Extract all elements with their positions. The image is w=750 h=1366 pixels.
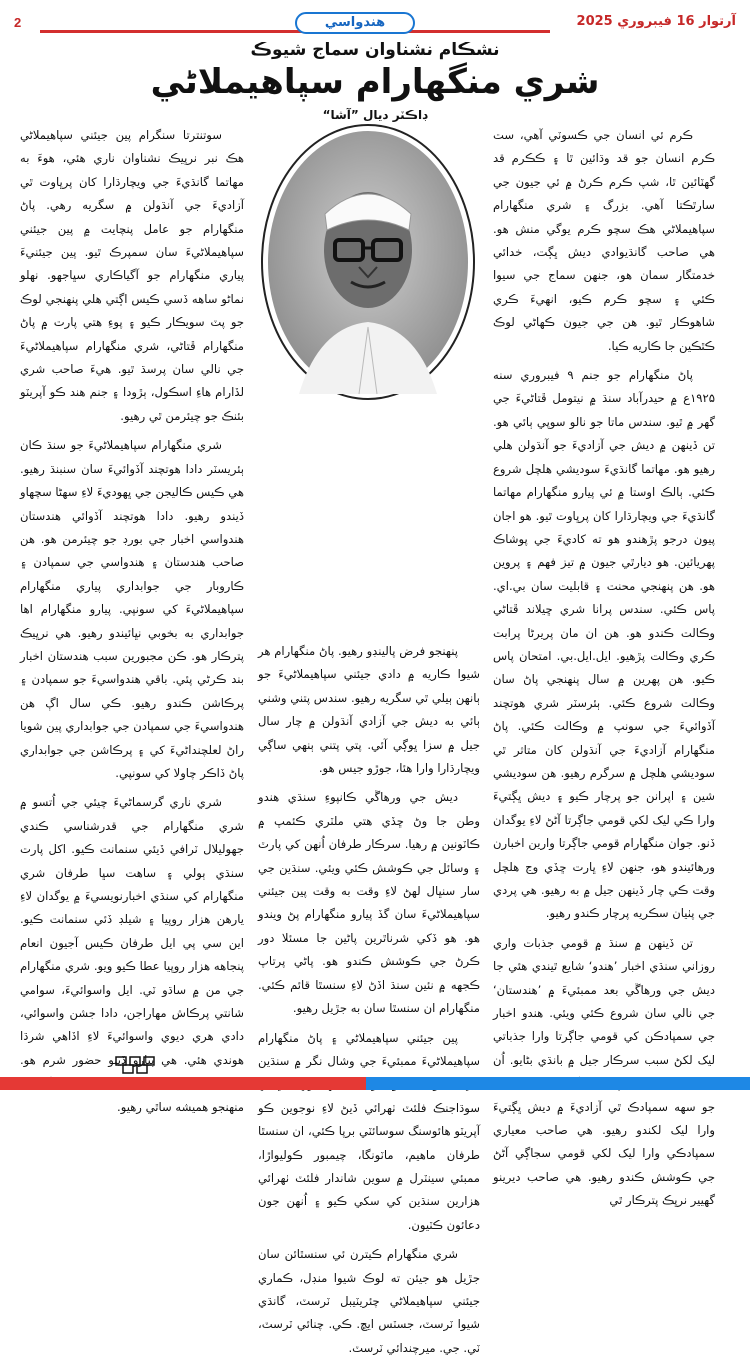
footer-bar (0, 1077, 750, 1090)
paragraph: پاڻ منگهارام جو جنم ۹ فيبروري سنه ۱۹۲۵ع ۾ حيدرآباد سنڌ ۾ نيتومل ڦتاڻيءَ جي گهر ۾ ٿيو. سندس ماتا جو نالو سوپي ٻائي هو. تن ڏينهن ۾ ديش جي آزاديءَ جو آنڌولن هلي رهيو هو. مهاتما گانڌيءَ سوديشي هلچل شروع ڪئي. ٻالڪ اوستا ۾ ئي پيارو منگهارام مهاتما گانڌيءَ جي ويچارڌارا کان پرڀاوت ٿيو. هو اجان پيون درجو پڙهندو هو ته کاديءَ جي پوشاڪ پهريائين. هو ديارٿي جيون ۾ تيز فهم ۽ پروين هو. هن پنهنجي محنت ۽ قابليت سان بي.اي. پاس ڪئي. سندس پرانا شري ڇيلاند ڦتاڻي وڪالت ڪندو هو. هن ان مان پريرڻا پرابت ڪري وڪالت پڙهيو. ايل.ايل.بي. امتحان پاس ڪيو. هن پهرين ۾ سال پنهنجي پاڻ سان وڪالت شروع ڪئي. ٻئرسٽر شري هوتچند آڏوائيءَ جي سونپ ۾ وڪالت ڪئي. پاڻ منگهارام آزاديءَ جي آنڌولن کان متاثر ٿي سوديشي هلچل ۾ سرگرم رهيو. هن سوديشي شين ۽ اپرانن جو پرچار ڪيو ۽ ديش ڀڳتيءَ وارا ڪي ليک لکي قومي جاڳرتا آڻڻ لاءِ يوگدان ڏنو. جوان منگهارام قومي جاڳرتا وارين اخبارن ورهائيندو هو، جنهن لاءِ ڀارت ڇڏي وڃ هلچل وقت ڪي چار ڏينهن جيل ۾ به رهيو. هي پردي جي پٺيان سڪريه پرچار ڪندو رهيو. (493, 368, 715, 921)
article-subhead: نشڪام نشناوان سماج شيوڪ (250, 40, 500, 60)
article-column-right (493, 124, 715, 1219)
article-headline: شري منگهارام سپاهيملاڻي (150, 62, 600, 102)
paragraph: پين جيئني سپاهيملاڻي ۽ پاڻ منگهارام سپاهيملاڻيءَ ممبئيءَ جي وشال نگر ۾ سنڌين سوڌاجنڪ فلئٽ ٺهرائي ڏيڻ لاءِ نوجوين ڪو آپريٽو هائوسنگ سوسائٽي برپا ڪئي، ان سنسٿا طرفان ماهيم، ماٽونگا، چيمبور ڪوليواڙا، ممبئي سينٽرل ۾ سوين شاندار فلئٽ ٺهرائي هزارين سنڌين کي سکي ڪيو ۽ اُنهن جون دعائون ڪٽيون. (258, 1030, 480, 1232)
article-column-middle (258, 640, 480, 1366)
masthead-logo: هندواسي (295, 12, 415, 34)
footer-bar-red (0, 1077, 366, 1090)
footer-bar-blue (366, 1077, 750, 1090)
paragraph: شري منگهارام ڪيترن ئي سنسٿائن سان جڙيل هو جيئن ته لوڪ شيوا منڊل، ڪماري جيئني سپاهيملاڻي چئريٽيبل ٽرسٽ، گانڌي شيوا ٽرسٽ، جسٽس ايڇ. ڪي. چنائي ٽرسٽ، ٽي. جي. ميرچندائي ٽرسٽ. (258, 1247, 480, 1355)
page-number: 2 (14, 15, 22, 30)
paragraph: تن ڏينهن ۾ سنڌ ۾ قومي جذبات واري روزاني سنڌي اخبار ’هندو‘ شايع ٿيندي هئي جا ديش جي ورهاڱي بعد ممبئيءَ ۾ ’هندستان‘ جي نالي سان شروع ڪئي ويئي. هندو اخبار جي سمپادڪن کي قومي جاڳرتا وارا جذباتي ليک لکڻ سبب سرڪار جيل ۾ بانڌي بڻايو. اُن جو سهه سمپادڪ ٿي آزاديءَ ۾ ديش ڀڳتيءَ وارا ليک لکندو رهيو. هي صاحب معياري سمپادڪي وارا ليک لکي قومي سجاڳي آڻڻ جي ڪوشش ڪندو رهيو. هي صاحب ديرينو گهيير نرڀڪ پترڪار ٿي (493, 935, 715, 1208)
header-rule (40, 30, 550, 33)
paragraph: شري منگهارام سپاهيملاڻيءَ جو سنڌ ڪان ٻئريسٽر دادا هوتچند آڏوائيءَ سان سنبنڌ رهيو. هي ڪيس ڪاليجن جي ڀهوديءَ لاءِ سهڻا سچهاو ڏيندو رهيو. دادا هوتچند آڏوائي هندستان هندواسي اخبار جي بورڊ جو چيئرمن هو. هن صاحب هندستان ۽ هندواسي جي سمپادن ۽ ڪاروبار جي جوابداري پياري منگهارام سپاهيملاڻيءَ کي سونپي. پيارو منگهارام اها جوابداري به بخوبي نڀائيندو رهيو. هي نرڀيڪ پترڪار هو. ڪن مجبورين سبب هندستان اخبار بند ڪرڻي پئي. باقي هندواسيءَ جو سمپادن ۽ پرڪاشن ڪندو رهيو. ڪي سال اڳ هن هندواسيءَ جي سمپادن جي جوابداري پين شويا راڻ لعلچنداڻيءَ کي ۽ پرڪاشن جي جوابداري پاڻ ڏاڪر چاولا کي سونپي. (20, 438, 244, 780)
paragraph: سوتنترتا سنگرام پين جيئني سپاهيملاڻي هڪ نبر نرڀيڪ نشناوان ناري هئي، هوءَ به مهاتما گانڌيءَ جي ويچارڌارا کان پرڀاوت ٿي آزاديءَ جي آنڌولن ۾ سگريه رهي. پاڻ منگهارام جو عامل پنچايت ۾ پين جيئني سپاهيملاڻيءَ سان سمپرڪ ٿيو. پين جيئنيءَ پياري منگهارام جو آگياڪاري سڀاجهو. نهلو نماڻو ساهه ڏسي ڪيس اڳتي هلي پنهنجي لوڪ جو پٽ سويڪار ڪيو ۽ پوءِ هتي پارت ۾ پاڻ منگهارام ڦتاڻي، شري منگهارام سپاهيملاڻيءَ جي نالي سان پرسڌ ٿيو. هيءَ صاحب شري لڏارام هاءِ اسڪول، ٻڙودا ۽ جنم هند ڪو آپريٽو بئنڪ جو چيئرمن ٿي رهيو. (20, 128, 244, 423)
portrait-photo-icon (259, 122, 477, 402)
paragraph: ڪرم ئي انسان جي ڪسوٽي آهي، ست ڪرم انسان جو قد وڌائين ٿا ۽ ڪڪرم قد گهٽائين ٿا، شپ ڪرم ڪرڻ ۾ ئي جيون جي سارٿڪتا آهي. بزرگ ۽ شري منگهارام سپاهيملاڻي هڪ سچو ڪرم يوگي منش هو. هي صاحب گانڌيوادي ديش ڀڳت، خدائي خدمتگار سمان هو، جنهن سماج جي سيوا ڪئي ۽ سچو ڪرم ڪيو، انهيءَ ڪري شاهوڪار ٿيو. هن جي جيون ڪهاڻي لوڪ ڪٿڪين جا ڪاريه ڪيا. (493, 128, 715, 353)
page-header (0, 12, 750, 36)
end-mark-icon (115, 1056, 155, 1074)
paragraph: ديش جي ورهاڱي ڪانپوءِ سنڌي هندو وطن جا وڻ ڇڏي هتي ملٽري ڪئمپ ۾ ڪاٽونين ۾ رهيا. سرڪار طرفان اُنهن کي پارٽ ۽ وسائل جي ڪوشش ڪئي ويئي. سنڌين جي سار سنڀال لهڻ لاءِ وقت به وقت پين جيئني سپاهيملاڻيءَ سان گڏ پيارو منگهارام پڻ ويندو هو. هو ڏکي شرناٿرين پاڻين جا مسئلا دور ڪرڻ جي ڪوشش ڪندو هو. پاڻي پرتاپ ڪجهه ۾ نئين سنڌ اڏڻ لاءِ سنسٿا قائم ڪئي. منگهارام ان سنسٿا سان به جڙيل رهيو. (258, 790, 480, 1016)
paragraph: پنهنجو فرض پالينڊو رهيو. پاڻ منگهارام هر شيوا ڪاريه ۾ دادي جيئني سپاهيملاڻيءَ جو ٻانهن ٻيلي ٿي سگريه رهيو. سندس پتني وشني ٻائي به ديش جي آزادي آنڌولن ۾ چار سال جيل ۾ سزا ڀوڳي آئي. پتي پتني ٻنهي ساڳي ويچارڌارا وارا هئا، جوڙو جيس هو. (258, 644, 480, 776)
paragraph: شري ناري گرسماڻيءَ چيئي جي اُتسو ۾ شري منگهارام جي قدرشناسي ڪندي جهوليلال ٽرافي ڏيئي سنمانت ڪيو. اکل پارت سنڌي ٻولي ۽ ساهت سڀا طرفان شري منگهارام کي سنڌي اخبارنويسيءَ ۾ يوگدان لاءِ يارهن هزار روپيا ۽ شيلڊ ڏئي سنمانت ڪيو. اين سي پي ايل طرفان ڪيس آجيون انعام پنجاهه هزار روپيا عطا ڪيو ويو. شري منگهارام جي من ۾ ساڌو ٽي. ايل واسوائيءَ، سوامي شانتي پرڪاش مهاراجن، دادا جشن واسوائي، دادي هري ديوي واسوائيءَ لاءِ اڏاهي شرڌا هوندي هئي. هي پيارو ڏينو حضور شرم هو. منهنجو هميشه ساٿي رهيو. (20, 795, 244, 1114)
article-column-left (20, 124, 244, 1125)
portrait-photo (259, 122, 477, 402)
issue-date: آرتوار 16 فيبروري 2025 (576, 14, 736, 29)
article-byline: ڊاڪٽر ديال ”آشا“ (322, 108, 428, 122)
